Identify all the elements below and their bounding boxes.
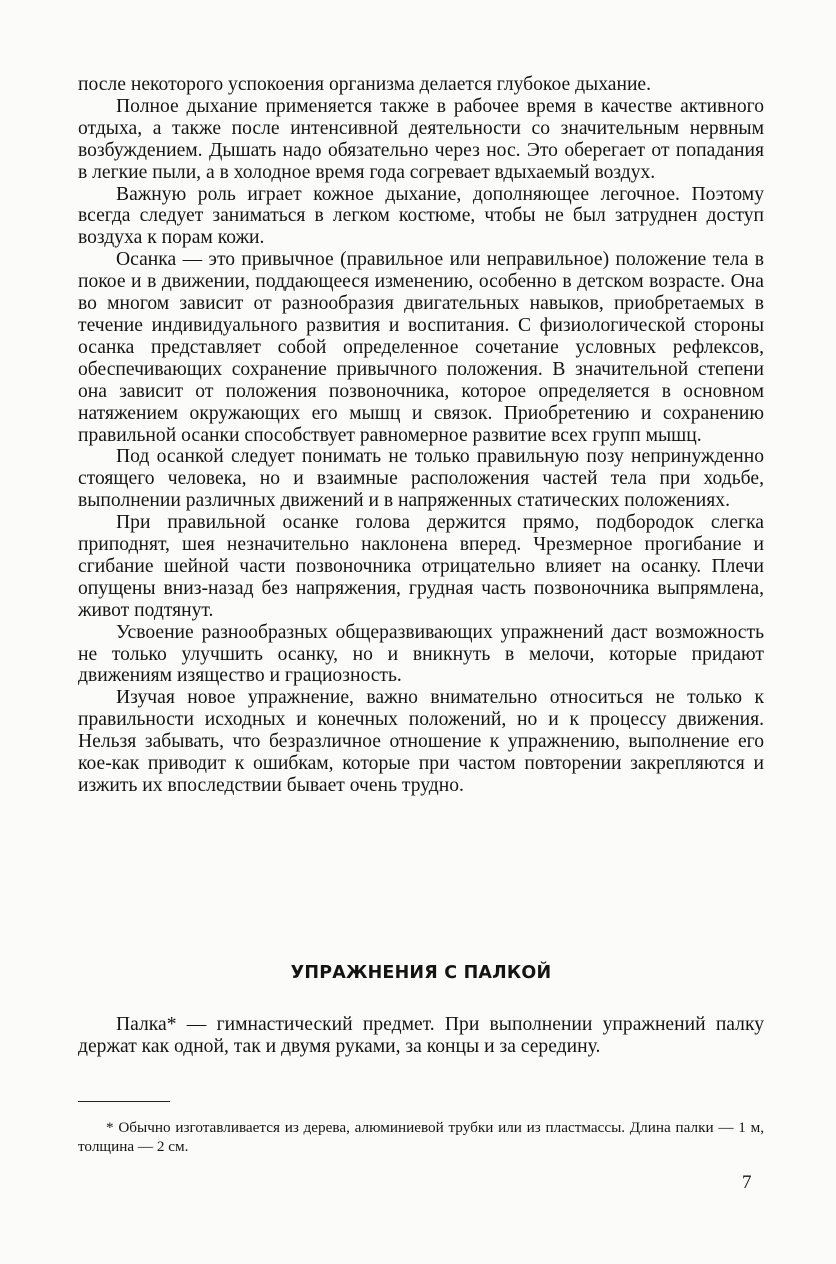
section-heading: УПРАЖНЕНИЯ С ПАЛКОЙ bbox=[290, 963, 552, 983]
section-body bbox=[78, 1014, 764, 1058]
paragraph-full-breathing: Полное дыхание применяется также в рабочее время в качестве активного отдыха, а также после интенсивной деятельности со значительным нервным возбуждением. Дышать надо обязательно через нос. Это оберегает от попадания в легкие пыли, а в холодное время года согревает вдыхаемый воздух. bbox=[78, 95, 764, 183]
paragraph-correct-posture: При правильной осанке голова держится прямо, подбородок слегка приподнят, шея незначительно наклонена вперед. Чрезмерное прогибание и сгибание шейной части позвоночника отрицательно влияет на осанку. Плечи опущены вниз-назад без напряжения, грудная часть позвоночника выпрямлена, живот подтянут. bbox=[78, 512, 764, 621]
page-number: 7 bbox=[742, 1172, 752, 1193]
paragraph-stick-definition: Палка* — гимнастический предмет. При выполнении упражнений палку держат как одной, так и двумя руками, за концы и за середину. bbox=[78, 1014, 764, 1057]
paragraph-posture-meaning: Под осанкой следует понимать не только правильную позу непринужденно стоящего человека, но и взаимные расположения частей тела при ходьбе, выполнении различных движений и в напряженных статических положениях. bbox=[78, 446, 764, 512]
paragraph-learning-exercise: Изучая новое упражнение, важно внимательно относиться не только к правильности исходных и конечных положений, но и к процессу движения. Нельзя забывать, что безразличное отношение к упражнению, выполнение его кое-как приводит к ошибкам, которые при частом повторении закрепляются и изжить их впоследствии бывает очень трудно. bbox=[78, 687, 764, 796]
paragraph-breathing-continuation: после некоторого успокоения организма делается глубокое дыхание. bbox=[78, 74, 652, 95]
footnote: * Обычно изготавливается из дерева, алюминиевой трубки или из пластмассы. Длина палки — 1 м, толщина — 2 см. bbox=[78, 1119, 764, 1155]
paragraph-skin-breathing: Важную роль играет кожное дыхание, дополняющее легочное. Поэтому всегда следует заниматься в легком костюме, чтобы не был затруднен доступ воздуха к порам кожи. bbox=[78, 183, 764, 249]
body-text bbox=[78, 74, 764, 797]
paragraph-posture-definition: Осанка — это привычное (правильное или неправильное) положение тела в покое и в движении, поддающееся изменению, особенно в детском возрасте. Она во многом зависит от разнообразия двигательных навыков, приобретаемых в течение индивидуального развития и воспитания. С физиологической стороны осанка представляет собой определенное сочетание условных рефлексов, обеспечивающих сохранение привычного положения. В значительной степени она зависит от положения позвоночника, которое определяется в основном натяжением окружающих его мышц и связок. Приобретению и сохранению правильной осанки способствует равномерное развитие всех групп мышц. bbox=[78, 249, 764, 446]
paragraph-exercise-mastery: Усвоение разнообразных общеразвивающих упражнений даст возможность не только улучшить осанку, но и вникнуть в мелочи, которые придают движениям изящество и грациозность. bbox=[78, 621, 764, 687]
footnote-divider bbox=[78, 1101, 170, 1102]
